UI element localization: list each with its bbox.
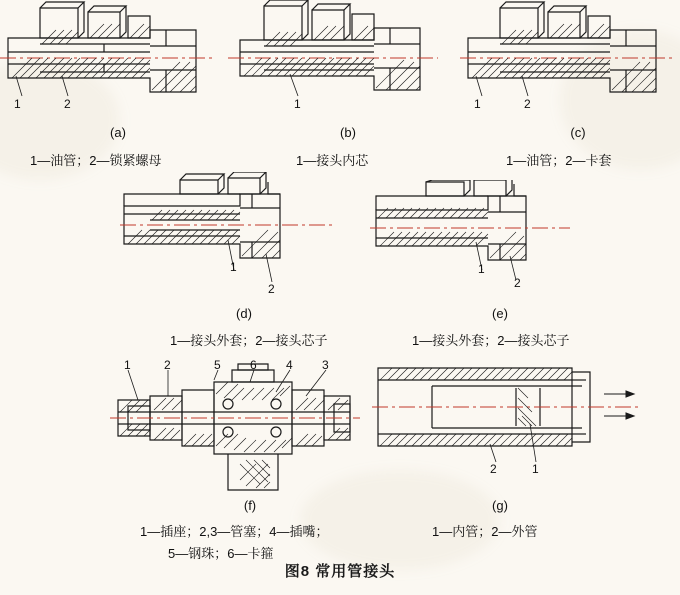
panel-b-caption: 1—接头内芯 [296,153,369,168]
panel-b-callout-1: 1 [294,97,301,111]
panel-g-caption: 1—内管；2—外管 [432,524,538,539]
panel-f-label: (f) [243,498,257,513]
panel-d-callout-2: 2 [268,282,275,296]
panel-d-callout-1: 1 [230,260,237,274]
panel-c-callout-2: 2 [524,97,531,111]
panel-f-callout-1: 1 [124,358,131,372]
panel-e-label: (e) [492,306,508,321]
panel-g-label: (g) [492,498,508,513]
panel-a-caption: 1—油管；2—锁紧螺母 [30,153,162,168]
panel-f-callout-4: 4 [286,358,293,372]
panel-e-caption: 1—接头外套；2—接头芯子 [412,333,570,348]
panel-e-drawing [370,180,570,285]
panel-c-drawing [460,0,675,115]
figure-title: 图8 常用管接头 [284,563,396,580]
panel-f-drawing [110,352,360,492]
panel-c-caption: 1—油管；2—卡套 [506,153,612,168]
panel-f-callout-3: 3 [322,358,329,372]
panel-b-drawing [228,0,438,115]
panel-f-callout-2: 2 [164,358,171,372]
panel-g-drawing [372,358,642,473]
panel-f-callout-6: 6 [250,358,257,372]
panel-g-callout-1: 1 [532,462,539,476]
panel-c-callout-1: 1 [474,97,481,111]
panel-d-label: (d) [236,306,252,321]
panel-f-callout-5: 5 [214,358,221,372]
panel-d-caption: 1—接头外套；2—接头芯子 [170,333,328,348]
panel-f-caption-line1: 1—插座；2,3—管塞；4—插嘴； [140,524,329,539]
panel-c-label: (c) [570,125,586,140]
panel-a-callout-2: 2 [64,97,71,111]
panel-g-callout-2: 2 [490,462,497,476]
panel-a-drawing [0,0,215,115]
panel-f-caption-line2: 5—钢珠；6—卡箍 [168,546,274,561]
panel-a-label: (a) [110,125,126,140]
panel-e-callout-2: 2 [514,276,521,290]
panel-e-callout-1: 1 [478,262,485,276]
panel-a-callout-1: 1 [14,97,21,111]
panel-b-label: (b) [340,125,356,140]
panel-d-drawing [120,172,335,282]
